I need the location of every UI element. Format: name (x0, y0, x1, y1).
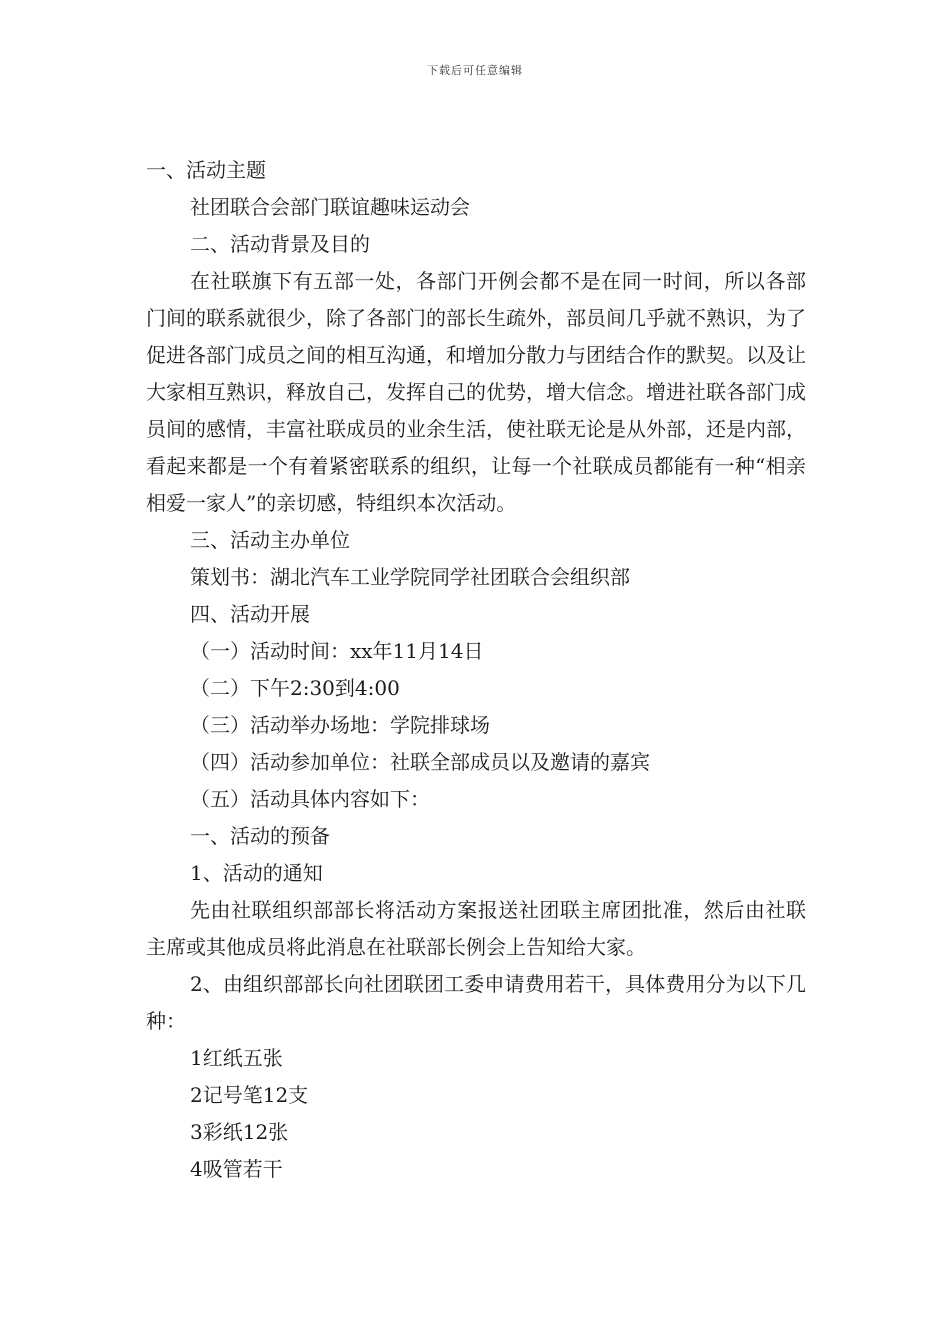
document-body (146, 152, 806, 1188)
conduct-item: （三）活动举办场地：学院排球场 (190, 713, 490, 737)
conduct-item: （二）下午2:30到4:00 (190, 676, 400, 700)
theme-text: 社团联合会部门联谊趣味运动会 (190, 195, 470, 219)
header-note: 下载后可任意编辑 (427, 64, 523, 77)
heading-prep: 一、活动的预备 (190, 824, 330, 848)
expense-item: 4吸管若干 (190, 1157, 283, 1181)
heading-background: 二、活动背景及目的 (190, 232, 370, 256)
conduct-item: （一）活动时间：xx年11月14日 (190, 639, 484, 663)
prep-1-title: 1、活动的通知 (190, 861, 323, 885)
heading-conduct: 四、活动开展 (190, 602, 310, 626)
background-paragraph: 在社联旗下有五部一处，各部门开例会都不是在同一时间，所以各部门间的联系就很少，除了各部门的部长生疏外，部员间几乎就不熟识，为了促进各部门成员之间的相互沟通，和增加分散力与团结合作的默契。以及让大家相互熟识，释放自己，发挥自己的优势，增大信念。增进社联各部门成员间的感情，丰富社联成员的业余生活，使社联无论是从外部，还是内部，看起来都是一个有着紧密联系的组织，让每一个社联成员都能有一种“相亲相爱一家人”的亲切感，特组织本次活动。 (146, 269, 806, 515)
heading-organizer: 三、活动主办单位 (190, 528, 350, 552)
conduct-item: （五）活动具体内容如下： (190, 787, 430, 811)
prep-2-text: 2、由组织部部长向社团联团工委申请费用若干，具体费用分为以下几种： (146, 972, 806, 1033)
expense-item: 2记号笔12支 (190, 1083, 309, 1107)
organizer-text: 策划书：湖北汽车工业学院同学社团联合会组织部 (190, 565, 630, 589)
prep-1-text: 先由社联组织部部长将活动方案报送社团联主席团批准，然后由社联主席或其他成员将此消息在社联部长例会上告知给大家。 (146, 898, 806, 959)
expense-item: 3彩纸12张 (190, 1120, 289, 1144)
heading-theme: 一、活动主题 (146, 158, 266, 182)
conduct-item: （四）活动参加单位：社联全部成员以及邀请的嘉宾 (190, 750, 650, 774)
expense-item: 1红纸五张 (190, 1046, 283, 1070)
